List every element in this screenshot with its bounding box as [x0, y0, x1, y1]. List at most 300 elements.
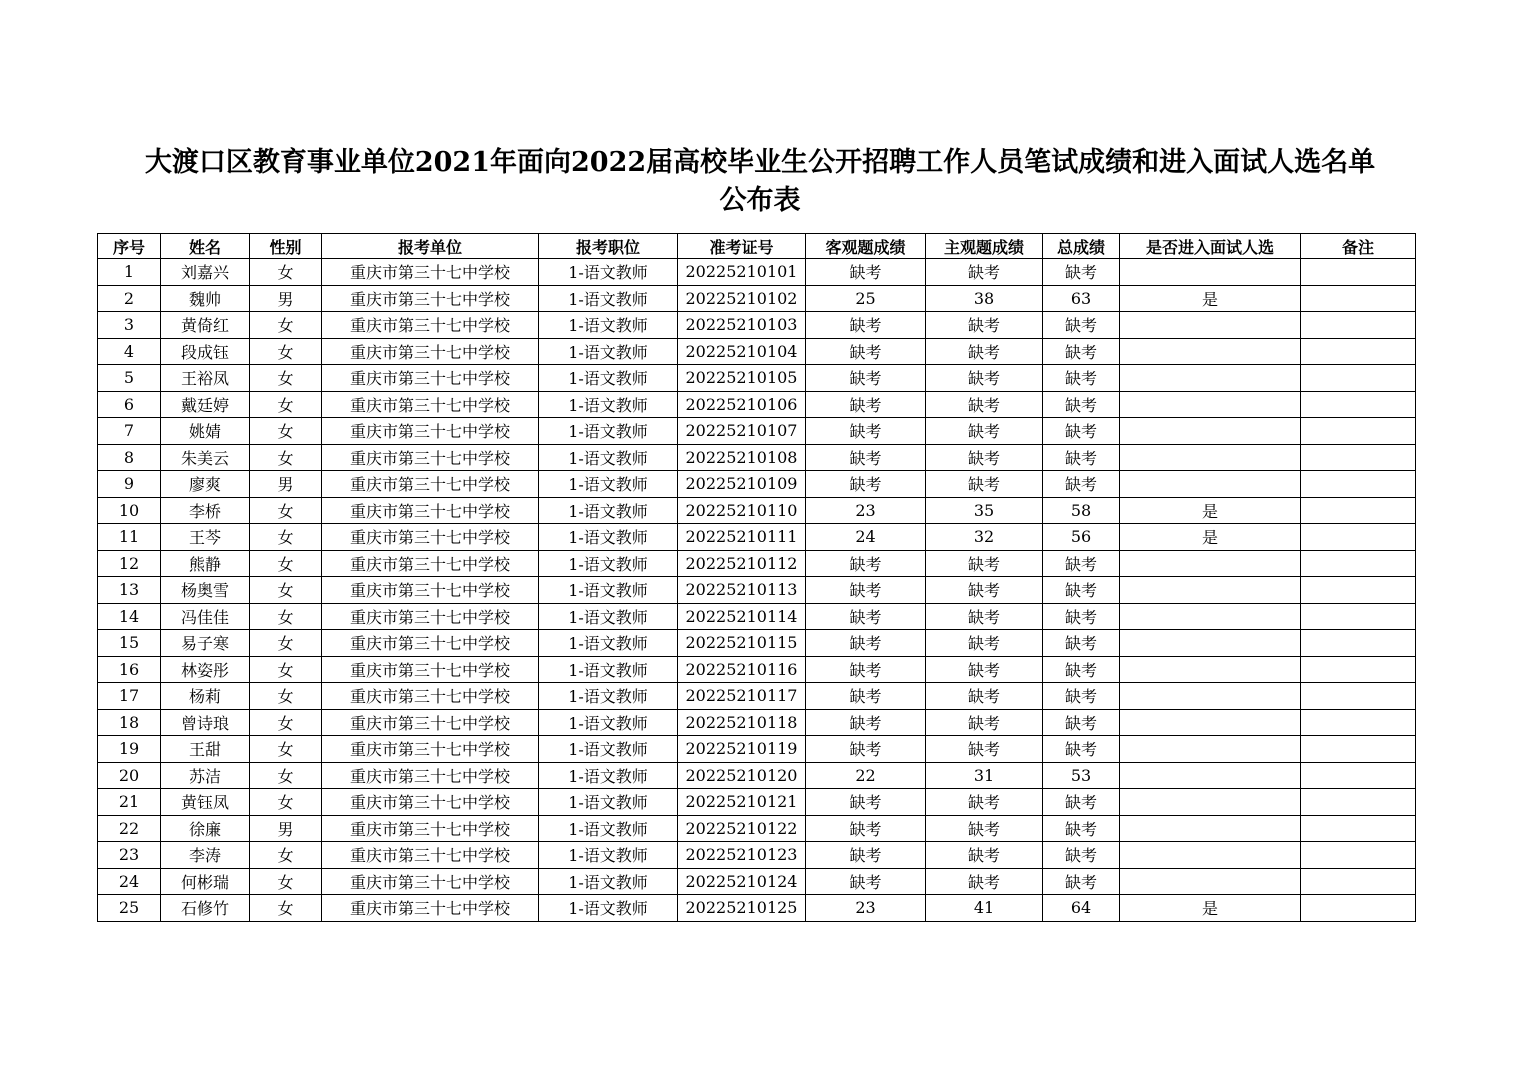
header-col-gender: 性别: [250, 234, 322, 259]
cell-col-unit: 重庆市第三十七中学校: [322, 630, 539, 657]
cell-col-remark: [1301, 842, 1416, 869]
cell-col-position: 1-语文教师: [539, 259, 678, 286]
cell-col-name: 苏洁: [161, 762, 250, 789]
cell-col-objective: 缺考: [806, 418, 926, 445]
table-body: [98, 259, 1416, 922]
cell-col-gender: 女: [250, 524, 322, 551]
cell-col-total: 缺考: [1043, 550, 1120, 577]
cell-col-interview: [1120, 656, 1301, 683]
cell-col-name: 石修竹: [161, 895, 250, 922]
cell-col-position: 1-语文教师: [539, 842, 678, 869]
table-row: [98, 524, 1416, 551]
cell-col-gender: 女: [250, 762, 322, 789]
cell-col-gender: 女: [250, 391, 322, 418]
table-row: [98, 842, 1416, 869]
cell-col-position: 1-语文教师: [539, 312, 678, 339]
cell-col-interview: [1120, 709, 1301, 736]
cell-col-objective: 缺考: [806, 630, 926, 657]
cell-col-ticket: 20225210121: [678, 789, 806, 816]
table-header-row: [98, 234, 1416, 259]
cell-col-ticket: 20225210111: [678, 524, 806, 551]
cell-col-remark: [1301, 815, 1416, 842]
cell-col-name: 王甜: [161, 736, 250, 763]
cell-col-gender: 女: [250, 683, 322, 710]
table-row: [98, 762, 1416, 789]
cell-col-serial: 11: [98, 524, 161, 551]
table-row: [98, 868, 1416, 895]
cell-col-objective: 22: [806, 762, 926, 789]
cell-col-interview: [1120, 683, 1301, 710]
cell-col-serial: 22: [98, 815, 161, 842]
cell-col-serial: 16: [98, 656, 161, 683]
cell-col-subjective: 缺考: [926, 259, 1043, 286]
cell-col-objective: 缺考: [806, 789, 926, 816]
cell-col-unit: 重庆市第三十七中学校: [322, 656, 539, 683]
cell-col-ticket: 20225210105: [678, 365, 806, 392]
cell-col-unit: 重庆市第三十七中学校: [322, 365, 539, 392]
cell-col-unit: 重庆市第三十七中学校: [322, 444, 539, 471]
cell-col-serial: 24: [98, 868, 161, 895]
cell-col-unit: 重庆市第三十七中学校: [322, 842, 539, 869]
cell-col-ticket: 20225210125: [678, 895, 806, 922]
cell-col-serial: 3: [98, 312, 161, 339]
cell-col-gender: 女: [250, 736, 322, 763]
cell-col-total: 64: [1043, 895, 1120, 922]
cell-col-remark: [1301, 736, 1416, 763]
cell-col-ticket: 20225210107: [678, 418, 806, 445]
cell-col-position: 1-语文教师: [539, 656, 678, 683]
cell-col-interview: [1120, 577, 1301, 604]
cell-col-objective: 缺考: [806, 709, 926, 736]
cell-col-total: 63: [1043, 285, 1120, 312]
cell-col-ticket: 20225210118: [678, 709, 806, 736]
cell-col-name: 朱美云: [161, 444, 250, 471]
cell-col-ticket: 20225210102: [678, 285, 806, 312]
cell-col-ticket: 20225210103: [678, 312, 806, 339]
cell-col-position: 1-语文教师: [539, 471, 678, 498]
cell-col-unit: 重庆市第三十七中学校: [322, 471, 539, 498]
cell-col-position: 1-语文教师: [539, 391, 678, 418]
cell-col-objective: 23: [806, 497, 926, 524]
cell-col-remark: [1301, 444, 1416, 471]
cell-col-position: 1-语文教师: [539, 285, 678, 312]
cell-col-subjective: 缺考: [926, 842, 1043, 869]
cell-col-remark: [1301, 365, 1416, 392]
header-col-serial: 序号: [98, 234, 161, 259]
cell-col-objective: 缺考: [806, 577, 926, 604]
cell-col-unit: 重庆市第三十七中学校: [322, 736, 539, 763]
cell-col-name: 杨莉: [161, 683, 250, 710]
cell-col-unit: 重庆市第三十七中学校: [322, 550, 539, 577]
cell-col-gender: 女: [250, 842, 322, 869]
header-col-unit: 报考单位: [322, 234, 539, 259]
cell-col-objective: 缺考: [806, 550, 926, 577]
cell-col-unit: 重庆市第三十七中学校: [322, 418, 539, 445]
results-table: [97, 233, 1416, 922]
cell-col-serial: 17: [98, 683, 161, 710]
cell-col-remark: [1301, 762, 1416, 789]
document-title: 大渡口区教育事业单位2021年面向2022届高校毕业生公开招聘工作人员笔试成绩和进入面试人选名单: [144, 147, 1376, 178]
cell-col-unit: 重庆市第三十七中学校: [322, 789, 539, 816]
cell-col-position: 1-语文教师: [539, 577, 678, 604]
cell-col-subjective: 缺考: [926, 577, 1043, 604]
cell-col-subjective: 缺考: [926, 550, 1043, 577]
cell-col-ticket: 20225210110: [678, 497, 806, 524]
cell-col-serial: 12: [98, 550, 161, 577]
cell-col-unit: 重庆市第三十七中学校: [322, 524, 539, 551]
table-row: [98, 709, 1416, 736]
cell-col-total: 缺考: [1043, 789, 1120, 816]
cell-col-ticket: 20225210113: [678, 577, 806, 604]
cell-col-subjective: 31: [926, 762, 1043, 789]
cell-col-subjective: 缺考: [926, 709, 1043, 736]
cell-col-name: 姚婧: [161, 418, 250, 445]
cell-col-position: 1-语文教师: [539, 868, 678, 895]
cell-col-ticket: 20225210120: [678, 762, 806, 789]
cell-col-serial: 8: [98, 444, 161, 471]
cell-col-serial: 25: [98, 895, 161, 922]
cell-col-ticket: 20225210124: [678, 868, 806, 895]
cell-col-ticket: 20225210114: [678, 603, 806, 630]
cell-col-subjective: 缺考: [926, 868, 1043, 895]
cell-col-position: 1-语文教师: [539, 736, 678, 763]
cell-col-interview: [1120, 762, 1301, 789]
cell-col-remark: [1301, 285, 1416, 312]
cell-col-position: 1-语文教师: [539, 895, 678, 922]
cell-col-total: 缺考: [1043, 312, 1120, 339]
table-row: [98, 789, 1416, 816]
cell-col-name: 王芩: [161, 524, 250, 551]
cell-col-total: 缺考: [1043, 471, 1120, 498]
cell-col-total: 53: [1043, 762, 1120, 789]
cell-col-objective: 缺考: [806, 736, 926, 763]
cell-col-remark: [1301, 259, 1416, 286]
cell-col-total: 缺考: [1043, 683, 1120, 710]
cell-col-gender: 女: [250, 895, 322, 922]
cell-col-interview: 是: [1120, 497, 1301, 524]
table-row: [98, 603, 1416, 630]
cell-col-remark: [1301, 524, 1416, 551]
cell-col-ticket: 20225210101: [678, 259, 806, 286]
cell-col-total: 58: [1043, 497, 1120, 524]
cell-col-unit: 重庆市第三十七中学校: [322, 312, 539, 339]
cell-col-subjective: 41: [926, 895, 1043, 922]
cell-col-subjective: 35: [926, 497, 1043, 524]
cell-col-name: 林姿彤: [161, 656, 250, 683]
cell-col-position: 1-语文教师: [539, 630, 678, 657]
cell-col-remark: [1301, 550, 1416, 577]
cell-col-gender: 女: [250, 868, 322, 895]
table-row: [98, 815, 1416, 842]
table-row: [98, 285, 1416, 312]
cell-col-ticket: 20225210117: [678, 683, 806, 710]
cell-col-gender: 女: [250, 550, 322, 577]
header-col-subjective: 主观题成绩: [926, 234, 1043, 259]
cell-col-objective: 缺考: [806, 603, 926, 630]
header-col-name: 姓名: [161, 234, 250, 259]
cell-col-interview: 是: [1120, 285, 1301, 312]
cell-col-gender: 女: [250, 577, 322, 604]
cell-col-unit: 重庆市第三十七中学校: [322, 815, 539, 842]
document-title-continued: 公布表: [719, 185, 801, 216]
cell-col-remark: [1301, 868, 1416, 895]
cell-col-remark: [1301, 709, 1416, 736]
cell-col-name: 何彬瑞: [161, 868, 250, 895]
cell-col-gender: 女: [250, 497, 322, 524]
table-row: [98, 630, 1416, 657]
cell-col-remark: [1301, 497, 1416, 524]
cell-col-objective: 23: [806, 895, 926, 922]
cell-col-total: 缺考: [1043, 603, 1120, 630]
cell-col-gender: 女: [250, 259, 322, 286]
cell-col-remark: [1301, 577, 1416, 604]
cell-col-ticket: 20225210115: [678, 630, 806, 657]
table-row: [98, 391, 1416, 418]
cell-col-unit: 重庆市第三十七中学校: [322, 285, 539, 312]
cell-col-interview: [1120, 550, 1301, 577]
table-row: [98, 259, 1416, 286]
cell-col-subjective: 缺考: [926, 789, 1043, 816]
cell-col-ticket: 20225210116: [678, 656, 806, 683]
cell-col-position: 1-语文教师: [539, 524, 678, 551]
cell-col-objective: 25: [806, 285, 926, 312]
cell-col-total: 缺考: [1043, 842, 1120, 869]
cell-col-unit: 重庆市第三十七中学校: [322, 868, 539, 895]
cell-col-ticket: 20225210122: [678, 815, 806, 842]
cell-col-gender: 女: [250, 789, 322, 816]
cell-col-interview: [1120, 365, 1301, 392]
cell-col-gender: 男: [250, 285, 322, 312]
cell-col-remark: [1301, 312, 1416, 339]
cell-col-interview: [1120, 418, 1301, 445]
cell-col-unit: 重庆市第三十七中学校: [322, 895, 539, 922]
cell-col-serial: 5: [98, 365, 161, 392]
cell-col-serial: 2: [98, 285, 161, 312]
table-row: [98, 895, 1416, 922]
cell-col-remark: [1301, 391, 1416, 418]
cell-col-ticket: 20225210108: [678, 444, 806, 471]
cell-col-name: 戴廷婷: [161, 391, 250, 418]
cell-col-total: 缺考: [1043, 418, 1120, 445]
cell-col-interview: [1120, 815, 1301, 842]
cell-col-name: 魏帅: [161, 285, 250, 312]
cell-col-serial: 19: [98, 736, 161, 763]
cell-col-position: 1-语文教师: [539, 497, 678, 524]
cell-col-serial: 20: [98, 762, 161, 789]
cell-col-remark: [1301, 656, 1416, 683]
cell-col-interview: [1120, 868, 1301, 895]
cell-col-unit: 重庆市第三十七中学校: [322, 338, 539, 365]
cell-col-serial: 9: [98, 471, 161, 498]
cell-col-position: 1-语文教师: [539, 815, 678, 842]
table-row: [98, 444, 1416, 471]
table-row: [98, 365, 1416, 392]
table-row: [98, 577, 1416, 604]
cell-col-objective: 缺考: [806, 444, 926, 471]
cell-col-objective: 缺考: [806, 842, 926, 869]
cell-col-interview: [1120, 789, 1301, 816]
cell-col-interview: 是: [1120, 895, 1301, 922]
cell-col-subjective: 缺考: [926, 338, 1043, 365]
cell-col-interview: [1120, 338, 1301, 365]
cell-col-subjective: 缺考: [926, 312, 1043, 339]
cell-col-unit: 重庆市第三十七中学校: [322, 709, 539, 736]
cell-col-unit: 重庆市第三十七中学校: [322, 683, 539, 710]
cell-col-serial: 10: [98, 497, 161, 524]
cell-col-position: 1-语文教师: [539, 418, 678, 445]
cell-col-position: 1-语文教师: [539, 709, 678, 736]
cell-col-total: 56: [1043, 524, 1120, 551]
cell-col-name: 熊静: [161, 550, 250, 577]
cell-col-position: 1-语文教师: [539, 683, 678, 710]
cell-col-objective: 缺考: [806, 259, 926, 286]
cell-col-subjective: 缺考: [926, 444, 1043, 471]
cell-col-ticket: 20225210106: [678, 391, 806, 418]
cell-col-subjective: 32: [926, 524, 1043, 551]
cell-col-serial: 23: [98, 842, 161, 869]
cell-col-subjective: 缺考: [926, 815, 1043, 842]
cell-col-serial: 15: [98, 630, 161, 657]
cell-col-interview: [1120, 603, 1301, 630]
cell-col-ticket: 20225210104: [678, 338, 806, 365]
cell-col-total: 缺考: [1043, 630, 1120, 657]
cell-col-remark: [1301, 471, 1416, 498]
cell-col-gender: 女: [250, 338, 322, 365]
cell-col-unit: 重庆市第三十七中学校: [322, 259, 539, 286]
cell-col-remark: [1301, 895, 1416, 922]
cell-col-interview: [1120, 391, 1301, 418]
cell-col-name: 冯佳佳: [161, 603, 250, 630]
cell-col-name: 李桥: [161, 497, 250, 524]
cell-col-serial: 6: [98, 391, 161, 418]
cell-col-total: 缺考: [1043, 577, 1120, 604]
cell-col-position: 1-语文教师: [539, 789, 678, 816]
cell-col-total: 缺考: [1043, 365, 1120, 392]
cell-col-serial: 13: [98, 577, 161, 604]
cell-col-interview: [1120, 471, 1301, 498]
cell-col-objective: 缺考: [806, 683, 926, 710]
cell-col-position: 1-语文教师: [539, 365, 678, 392]
table-row: [98, 338, 1416, 365]
cell-col-remark: [1301, 683, 1416, 710]
cell-col-gender: 女: [250, 312, 322, 339]
cell-col-subjective: 缺考: [926, 630, 1043, 657]
header-col-interview: 是否进入面试人选: [1120, 234, 1301, 259]
table-row: [98, 312, 1416, 339]
cell-col-name: 段成钰: [161, 338, 250, 365]
cell-col-remark: [1301, 630, 1416, 657]
cell-col-serial: 14: [98, 603, 161, 630]
cell-col-serial: 4: [98, 338, 161, 365]
cell-col-subjective: 缺考: [926, 418, 1043, 445]
cell-col-gender: 女: [250, 656, 322, 683]
cell-col-serial: 21: [98, 789, 161, 816]
cell-col-gender: 女: [250, 709, 322, 736]
cell-col-ticket: 20225210119: [678, 736, 806, 763]
cell-col-gender: 男: [250, 815, 322, 842]
cell-col-position: 1-语文教师: [539, 762, 678, 789]
cell-col-gender: 女: [250, 444, 322, 471]
cell-col-subjective: 38: [926, 285, 1043, 312]
cell-col-objective: 缺考: [806, 656, 926, 683]
header-col-ticket: 准考证号: [678, 234, 806, 259]
cell-col-name: 刘嘉兴: [161, 259, 250, 286]
cell-col-name: 李涛: [161, 842, 250, 869]
cell-col-objective: 缺考: [806, 815, 926, 842]
cell-col-unit: 重庆市第三十七中学校: [322, 577, 539, 604]
header-col-objective: 客观题成绩: [806, 234, 926, 259]
cell-col-position: 1-语文教师: [539, 444, 678, 471]
cell-col-remark: [1301, 418, 1416, 445]
cell-col-unit: 重庆市第三十七中学校: [322, 762, 539, 789]
cell-col-interview: [1120, 312, 1301, 339]
cell-col-total: 缺考: [1043, 736, 1120, 763]
table-row: [98, 550, 1416, 577]
cell-col-objective: 缺考: [806, 471, 926, 498]
cell-col-objective: 24: [806, 524, 926, 551]
cell-col-unit: 重庆市第三十七中学校: [322, 603, 539, 630]
cell-col-name: 杨奥雪: [161, 577, 250, 604]
cell-col-objective: 缺考: [806, 338, 926, 365]
cell-col-name: 廖爽: [161, 471, 250, 498]
table-row: [98, 418, 1416, 445]
cell-col-remark: [1301, 789, 1416, 816]
cell-col-gender: 男: [250, 471, 322, 498]
cell-col-remark: [1301, 338, 1416, 365]
cell-col-total: 缺考: [1043, 815, 1120, 842]
cell-col-subjective: 缺考: [926, 471, 1043, 498]
cell-col-ticket: 20225210123: [678, 842, 806, 869]
cell-col-subjective: 缺考: [926, 391, 1043, 418]
cell-col-total: 缺考: [1043, 709, 1120, 736]
table-row: [98, 497, 1416, 524]
cell-col-subjective: 缺考: [926, 736, 1043, 763]
cell-col-total: 缺考: [1043, 868, 1120, 895]
cell-col-objective: 缺考: [806, 312, 926, 339]
table-row: [98, 471, 1416, 498]
cell-col-gender: 女: [250, 603, 322, 630]
table-row: [98, 736, 1416, 763]
cell-col-subjective: 缺考: [926, 656, 1043, 683]
cell-col-total: 缺考: [1043, 444, 1120, 471]
cell-col-ticket: 20225210112: [678, 550, 806, 577]
header-col-position: 报考职位: [539, 234, 678, 259]
cell-col-name: 黄钰凤: [161, 789, 250, 816]
cell-col-gender: 女: [250, 418, 322, 445]
header-col-total: 总成绩: [1043, 234, 1120, 259]
cell-col-remark: [1301, 603, 1416, 630]
cell-col-interview: 是: [1120, 524, 1301, 551]
cell-col-subjective: 缺考: [926, 603, 1043, 630]
cell-col-position: 1-语文教师: [539, 338, 678, 365]
cell-col-serial: 1: [98, 259, 161, 286]
cell-col-ticket: 20225210109: [678, 471, 806, 498]
table-row: [98, 683, 1416, 710]
cell-col-name: 徐廉: [161, 815, 250, 842]
cell-col-name: 易子寒: [161, 630, 250, 657]
cell-col-unit: 重庆市第三十七中学校: [322, 497, 539, 524]
cell-col-objective: 缺考: [806, 868, 926, 895]
cell-col-serial: 18: [98, 709, 161, 736]
cell-col-subjective: 缺考: [926, 365, 1043, 392]
cell-col-serial: 7: [98, 418, 161, 445]
cell-col-total: 缺考: [1043, 338, 1120, 365]
cell-col-interview: [1120, 630, 1301, 657]
cell-col-gender: 女: [250, 630, 322, 657]
cell-col-name: 王裕凤: [161, 365, 250, 392]
cell-col-position: 1-语文教师: [539, 603, 678, 630]
header-col-remark: 备注: [1301, 234, 1416, 259]
